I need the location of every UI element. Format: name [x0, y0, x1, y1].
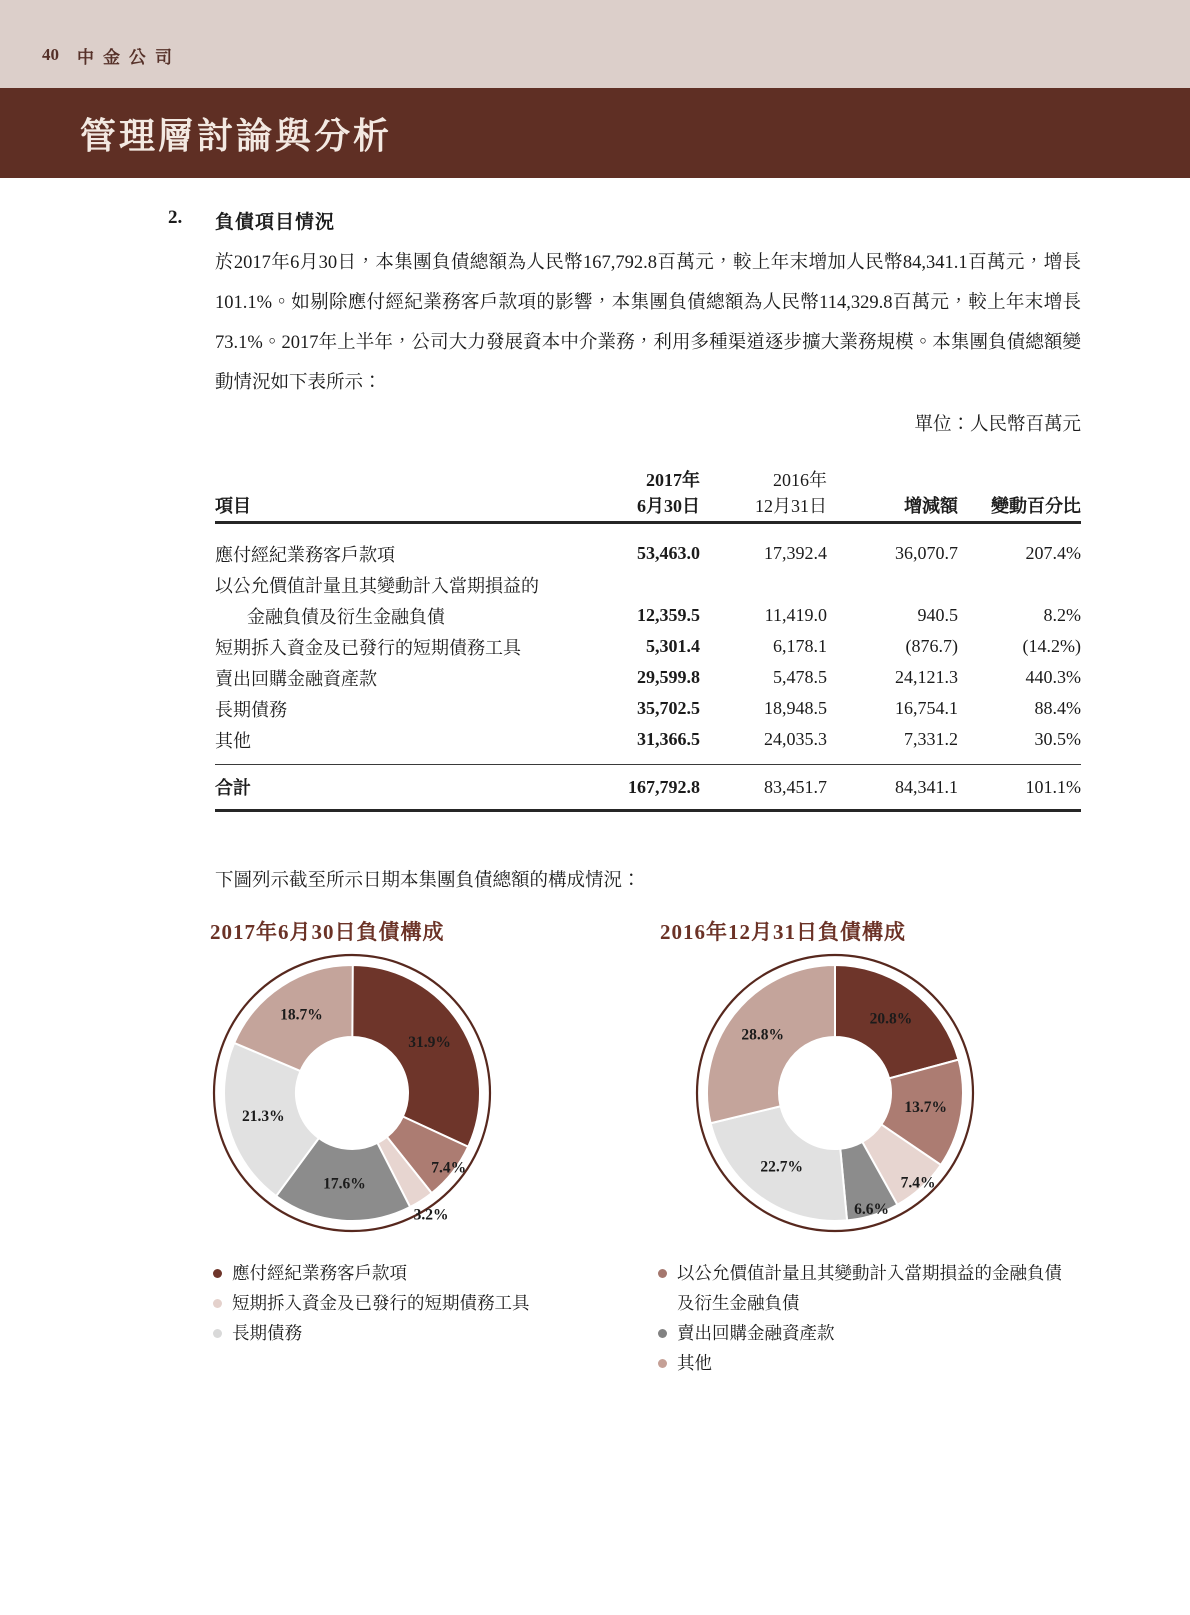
pie-slice-label: 28.8%: [741, 1026, 784, 1044]
pie-slice-label: 3.2%: [413, 1206, 449, 1224]
company-name: 中金公司: [77, 47, 181, 67]
row-2017-value: 31,366.5: [637, 729, 700, 749]
chart-intro-text: 下圖列示截至所示日期本集團負債總額的構成情況：: [215, 871, 641, 891]
pie-slice-label: 17.6%: [323, 1175, 366, 1193]
row-label: 其他: [215, 730, 251, 751]
row-label: 應付經紀業務客戶款項: [215, 544, 395, 565]
row-2016-value: 6,178.1: [773, 636, 827, 656]
row-2017-value: 29,599.8: [637, 667, 700, 687]
row-pct-value: 8.2%: [1043, 605, 1081, 625]
legend-label: 長期債務: [232, 1323, 302, 1343]
row-label: 長期債務: [215, 699, 287, 720]
col-pct: 變動百分比: [991, 496, 1081, 516]
legend-label: 其他: [677, 1353, 712, 1373]
legend-2016: [658, 1258, 1078, 1378]
table-row: [215, 693, 1081, 724]
row-label: 以公允價值計量且其變動計入當期損益的: [215, 575, 539, 596]
chart-title-2017: 2017年6月30日負債構成: [210, 920, 445, 944]
col-change: 增減額: [904, 496, 958, 516]
page-header-band: [0, 0, 1190, 88]
table-header-row-2: [215, 492, 1081, 524]
liabilities-table-body: [215, 524, 1081, 755]
legend-item: [213, 1288, 653, 1318]
table-row: [215, 662, 1081, 693]
row-change-value: 16,754.1: [895, 698, 958, 718]
liabilities-table: [215, 462, 1081, 812]
donut-chart-2016: [688, 946, 982, 1240]
total-pct: 101.1%: [1025, 776, 1081, 797]
table-header-row-1: [215, 462, 1081, 492]
total-2017: 167,792.8: [628, 776, 700, 797]
legend-item: [213, 1258, 653, 1288]
row-change-value: 7,331.2: [904, 729, 958, 749]
pie-slice-label: 21.3%: [241, 1107, 285, 1125]
table-row: [215, 538, 1081, 569]
row-2016-value: 11,419.0: [764, 605, 827, 625]
pie-slice-label: 18.7%: [280, 1006, 323, 1024]
page-number: 40: [42, 45, 59, 64]
legend-dot-icon: [658, 1329, 667, 1338]
donut-chart-2017: [205, 946, 499, 1240]
row-label: 短期拆入資金及已發行的短期債務工具: [215, 637, 521, 658]
col-2017-year: 2017年: [646, 470, 700, 490]
total-label: 合計: [215, 778, 251, 798]
pie-slice-label: 13.7%: [904, 1098, 948, 1116]
col-2016-date: 12月31日: [755, 496, 827, 516]
row-label: 金融負債及衍生金融負債: [247, 606, 445, 627]
table-row: [215, 569, 1081, 600]
legend-item: [658, 1318, 1078, 1348]
pie-slice-label: 7.4%: [431, 1159, 467, 1177]
legend-2017: [213, 1258, 653, 1348]
row-pct-value: 88.4%: [1034, 698, 1081, 718]
table-row: [215, 600, 1081, 631]
row-pct-value: 30.5%: [1034, 729, 1081, 749]
row-2017-value: 35,702.5: [637, 698, 700, 718]
legend-dot-icon: [213, 1269, 222, 1278]
total-2016: 83,451.7: [764, 776, 827, 797]
row-pct-value: 440.3%: [1025, 667, 1081, 687]
legend-item: [658, 1258, 1078, 1318]
legend-label: 以公允價值計量且其變動計入當期損益的金融負債及衍生金融負債: [677, 1263, 1062, 1313]
legend-dot-icon: [658, 1269, 667, 1278]
legend-dot-icon: [213, 1299, 222, 1308]
row-2017-value: 53,463.0: [637, 543, 700, 563]
legend-label: 短期拆入資金及已發行的短期債務工具: [232, 1293, 530, 1313]
section-banner: [0, 88, 1190, 178]
col-2016-year: 2016年: [773, 470, 827, 490]
pie-slice-label: 22.7%: [760, 1158, 803, 1176]
legend-dot-icon: [658, 1359, 667, 1368]
row-change-value: 36,070.7: [895, 543, 958, 563]
table-row: [215, 724, 1081, 755]
legend-dot-icon: [213, 1329, 222, 1338]
total-row: [215, 765, 1081, 809]
row-2016-value: 17,392.4: [764, 543, 827, 563]
row-pct-value: (14.2%): [1022, 636, 1081, 656]
section-number: 2.: [168, 207, 183, 228]
table-row: [215, 631, 1081, 662]
pie-slice-label: 6.6%: [854, 1201, 889, 1219]
pie-slice: [352, 965, 480, 1147]
col-2017-date: 6月30日: [637, 496, 700, 516]
row-2017-value: 5,301.4: [646, 636, 700, 656]
row-2016-value: 18,948.5: [764, 698, 827, 718]
row-2017-value: 12,359.5: [637, 605, 700, 625]
body-paragraph: 於2017年6月30日，本集團負債總額為人民幣167,792.8百萬元，較上年末增加人民幣84,341.1百萬元，增長101.1%。如剔除應付經紀業務客戶款項的影響，本集團負債總額為人民幣114,329.8百萬元，較上年末增長73.1%。2017年上半年，公司大力發展資本中介業務，利用多種渠道逐步擴大業務規模。本集團負債總額變動情況如下表所示：: [215, 253, 1081, 393]
total-change: 84,341.1: [895, 776, 958, 797]
pie-slice-label: 31.9%: [408, 1034, 451, 1052]
row-change-value: 24,121.3: [895, 667, 958, 687]
legend-item: [213, 1318, 653, 1348]
liabilities-table-total: [215, 764, 1081, 812]
pie-slice-label: 7.4%: [900, 1174, 936, 1192]
row-change-value: (876.7): [905, 636, 958, 656]
pie-slice-label: 20.8%: [869, 1010, 913, 1028]
row-pct-value: 207.4%: [1025, 543, 1081, 563]
chart-title-2016: 2016年12月31日負債構成: [660, 920, 906, 944]
section-heading: 負債項目情況: [215, 212, 336, 233]
row-2016-value: 24,035.3: [764, 729, 827, 749]
col-item: 項目: [215, 496, 251, 516]
row-label: 賣出回購金融資產款: [215, 668, 377, 689]
legend-item: [658, 1348, 1078, 1378]
legend-label: 應付經紀業務客戶款項: [232, 1263, 407, 1283]
row-change-value: 940.5: [917, 605, 958, 625]
legend-label: 賣出回購金融資產款: [677, 1323, 835, 1343]
unit-note: 單位：人民幣百萬元: [914, 415, 1081, 435]
row-2016-value: 5,478.5: [773, 667, 827, 687]
banner-title: 管理層討論與分析: [80, 115, 393, 156]
pie-slice: [707, 965, 835, 1123]
